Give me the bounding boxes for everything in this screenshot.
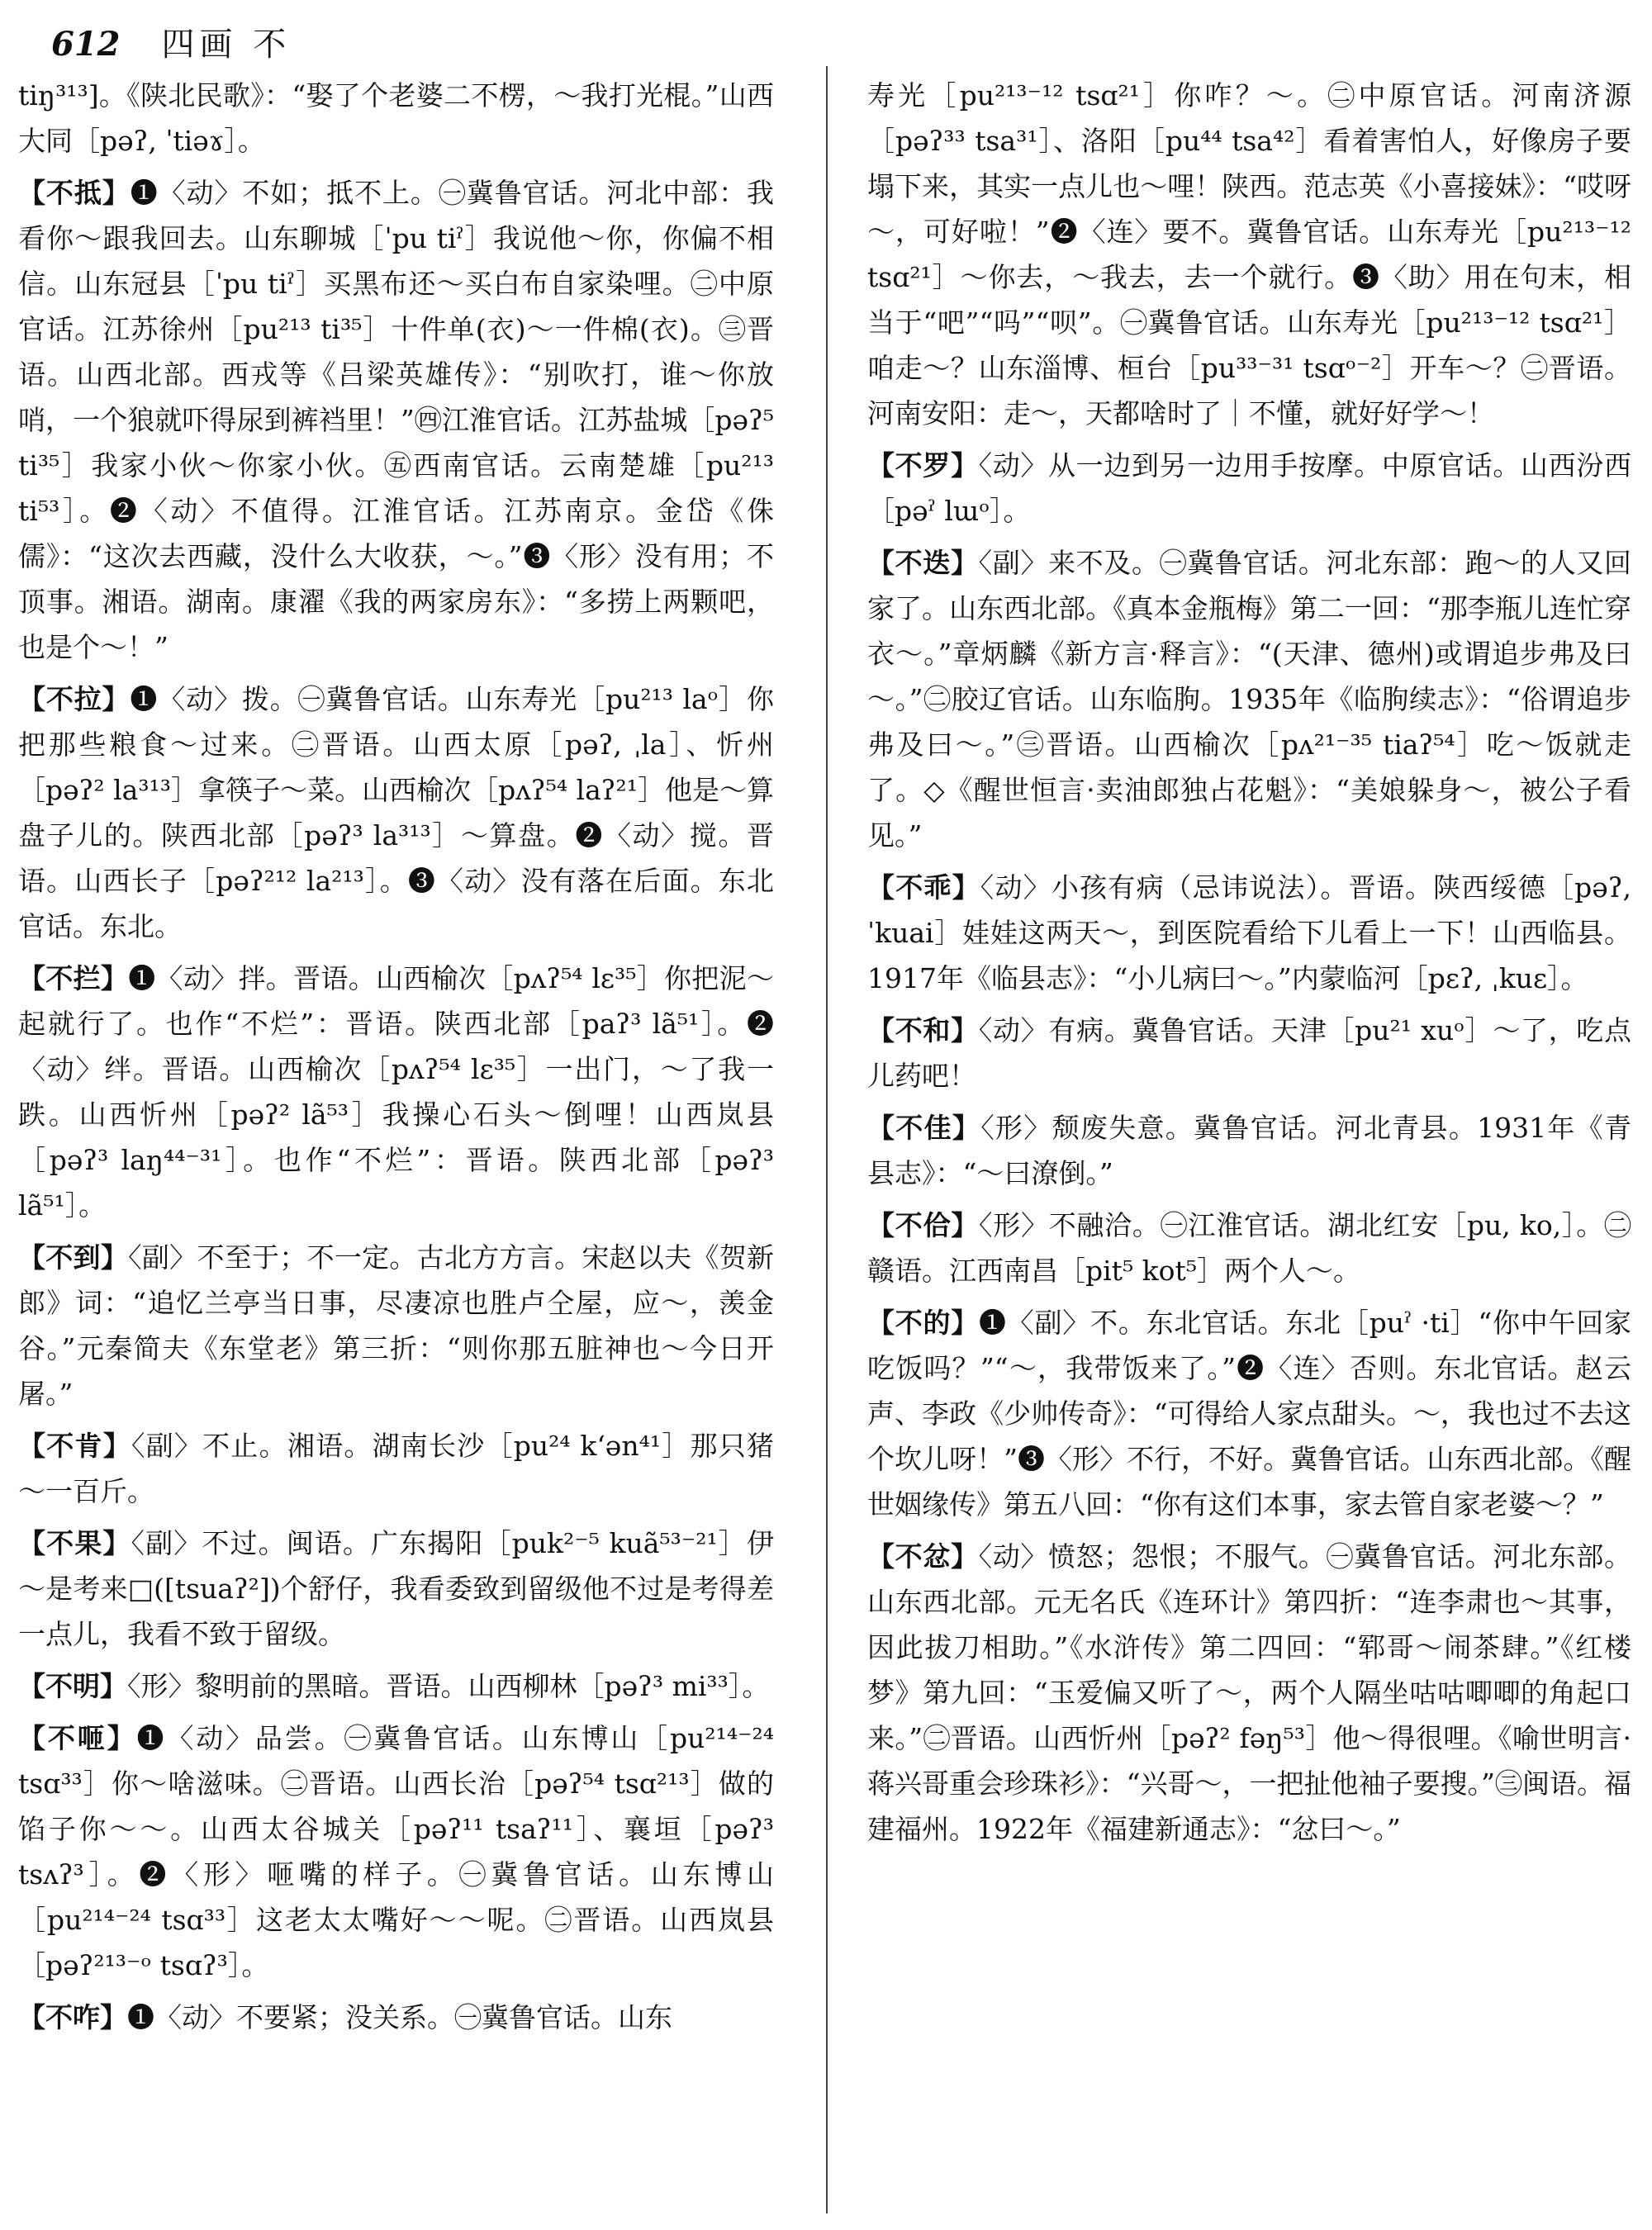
entry-text: 〈副〉不至于；不一定。古北方方言。宋赵以夫《贺新郎》词：“追忆兰亭当日事，尽凄凉也胜卢仝屋，应～，羡金谷。”元秦简夫《东堂老》第三折：“则你那五脏神也～今日开屠。” (18, 1241, 774, 1410)
entry-headword: 【不抵】 (18, 177, 131, 209)
dictionary-entry (18, 1663, 774, 1709)
entry-headword: 【不拦】 (18, 962, 129, 994)
entry-headword: 【不佮】 (867, 1209, 979, 1241)
page-number: 612 (51, 25, 121, 64)
entry-text: 寿光［pu²¹³⁻¹² tsɑ²¹］你咋？～。㊁中原官话。河南济源［pəʔ³³ tsa³¹］、洛阳［pu⁴⁴ tsa⁴²］看着害怕人，好像房子要塌下来，其实一点儿也～哩！陕西。范志英《小喜接妹》：“哎呀～，可好啦！”❷〈连〉要不。冀鲁官话。山东寿光［pu²¹³⁻¹² tsɑ²¹］～你去，～我去，去一个就行。❸〈助〉用在句末，相当于“吧”“吗”“呗”。㊀冀鲁官话。山东寿光［pu²¹³⁻¹² tsɑ²¹］咱走～？山东淄博、桓台［pu³³⁻³¹ tsɑᵒ⁻²］开车～？㊁晋语。河南安阳：走～，天都啥时了｜不懂，就好好学～！ (867, 79, 1631, 429)
dictionary-entry (867, 1008, 1631, 1098)
entry-text: ❶〈动〉拨。㊀冀鲁官话。山东寿光［pu²¹³ laᵒ］你把那些粮食～过来。㊁晋语。山西太原［pəʔ, ˌla］、忻州［pəʔ² la³¹³］拿筷子～菜。山西榆次［pʌʔ⁵⁴ laʔ²¹］他是～算盘子儿的。陕西北部［pəʔ³ la³¹³］～算盘。❷〈动〉搅。晋语。山西长子［pəʔ²¹² la²¹³］。❸〈动〉没有落在后面。东北官话。东北。 (18, 683, 774, 942)
dictionary-entry (867, 540, 1631, 858)
dictionary-entry (18, 1995, 774, 2040)
dictionary-entry (18, 1715, 774, 1988)
entry-text: 〈副〉不过。闽语。广东揭阳［puk²⁻⁵ kuã⁵³⁻²¹］伊～是考来□([tsuaʔ²])个舒仔，我看委致到留级他不过是考得差一点儿，我看不致于留级。 (18, 1527, 774, 1650)
entry-text: 〈形〉黎明前的黑暗。晋语。山西柳林［pəʔ³ mi³³］。 (127, 1670, 770, 1702)
entry-text: tiŋ³¹³]。《陕北民歌》：“娶了个老婆二不楞，～我打光棍。”山西大同［pəʔ, ˈtiəɤ］。 (18, 79, 774, 157)
dictionary-entry (867, 443, 1631, 534)
column-divider (826, 66, 828, 2213)
dictionary-entry (18, 73, 774, 164)
entry-text: 〈形〉不融洽。㊀江淮官话。湖北红安［pu, ko,］。㊁赣语。江西南昌［pit⁵ kot⁵］两个人～。 (867, 1209, 1631, 1287)
dictionary-entry (867, 1300, 1631, 1527)
entry-text: ❶〈动〉不要紧；没关系。㊀冀鲁官话。山东 (127, 2001, 672, 2033)
entry-headword: 【不果】 (18, 1527, 131, 1559)
dictionary-entry (18, 1235, 774, 1416)
dictionary-entry (18, 1423, 774, 1514)
dictionary-entry (18, 676, 774, 949)
entry-headword: 【不乖】 (867, 871, 980, 904)
right-column (867, 73, 1631, 2212)
entry-headword: 【不忿】 (867, 1540, 979, 1573)
entry-headword: 【不咂】 (18, 1722, 137, 1754)
entry-headword: 【不佳】 (867, 1112, 981, 1144)
entry-text: ❶〈动〉品尝。㊀冀鲁官话。山东博山［pu²¹⁴⁻²⁴ tsɑ³³］你～啥滋味。㊁晋语。山西长治［pəʔ⁵⁴ tsɑ²¹³］做的馅子你～～。山西太谷城关［pəʔ¹¹ tsaʔ¹¹］、襄垣［pəʔ³ tsʌʔ³］。❷〈形〉咂嘴的样子。㊀冀鲁官话。山东博山［pu²¹⁴⁻²⁴ tsɑ³³］这老太太嘴好～～呢。㊁晋语。山西岚县［pəʔ²¹³⁻ᵒ tsɑʔ³］。 (18, 1722, 774, 1981)
entry-headword: 【不咋】 (18, 2001, 127, 2033)
section-label: 四画 不 (161, 26, 292, 64)
entry-headword: 【不肯】 (18, 1430, 131, 1462)
page-header (51, 18, 1604, 64)
entry-text: ❶〈动〉拌。晋语。山西榆次［pʌʔ⁵⁴ lɛ³⁵］你把泥～起就行了。也作“不烂”：晋语。陕西北部［paʔ³ lã⁵¹］。❷〈动〉绊。晋语。山西榆次［pʌʔ⁵⁴ lɛ³⁵］一出门，～了我一跌。山西忻州［pəʔ² lã⁵³］我操心石头～倒哩！山西岚县［pəʔ³ laŋ⁴⁴⁻³¹］。也作“不烂”：晋语。陕西北部［pəʔ³ lã⁵¹］。 (18, 962, 774, 1222)
entry-headword: 【不和】 (867, 1014, 979, 1046)
entry-text: 〈形〉颓废失意。冀鲁官话。河北青县。1931年《青县志》：“～曰潦倒。” (867, 1112, 1631, 1189)
entry-text: 〈动〉愤怒；怨恨；不服气。㊀冀鲁官话。河北东部。山东西北部。元无名氏《连环计》第四折：“连李肃也～其事，因此拔刀相助。”《水浒传》第二四回：“郓哥～闹茶肆。”《红楼梦》第九回：“玉爱偏又听了～，两个人隔坐咕咕唧唧的角起口来。”㊁晋语。山西忻州［pəʔ² fəŋ⁵³］他～得很哩。《喻世明言·蒋兴哥重会珍珠衫》：“兴哥～，一把扯他袖子要搜。”㊂闽语。福建福州。1922年《福建新通志》：“忿曰～。” (867, 1540, 1631, 1845)
dictionary-entry (867, 865, 1631, 1001)
entry-text: ❶〈动〉不如；抵不上。㊀冀鲁官话。河北中部：我看你～跟我回去。山东聊城［ˈpu tiˀ］我说他～你，你偏不相信。山东冠县［ˈpu tiˀ］买黑布还～买白布自家染哩。㊁中原官话。江苏徐州［pu²¹³ ti³⁵］十件单(衣)～一件棉(衣)。㊂晋语。山西北部。西戎等《吕梁英雄传》：“别吹打，谁～你放哨，一个狼就吓得尿到裤裆里！”㊃江淮官话。江苏盐城［pəʔ⁵ ti³⁵］我家小伙～你家小伙。㊄西南官话。云南楚雄［pu²¹³ ti⁵³］。❷〈动〉不值得。江淮官话。江苏南京。金岱《侏儒》：“这次去西藏，没什么大收获，～。”❸〈形〉没有用；不顶事。湘语。湖南。康濯《我的两家房东》：“多捞上两颗吧，也是个～！” (18, 177, 774, 663)
entry-headword: 【不的】 (867, 1307, 980, 1339)
entry-headword: 【不明】 (18, 1670, 127, 1702)
entry-headword: 【不到】 (18, 1241, 129, 1274)
dictionary-entry (867, 1105, 1631, 1196)
dictionary-entry (867, 1203, 1631, 1293)
dictionary-entry (867, 73, 1631, 436)
entry-text: ❶〈副〉不。东北官话。东北［puˀ ·ti］“你中午回家吃饭吗？”“～，我带饭来了。”❷〈连〉否则。东北官话。赵云声、李政《少帅传奇》：“可得给人家点甜头。～，我也过不去这个坎儿呀！”❸〈形〉不行，不好。冀鲁官话。山东西北部。《醒世姻缘传》第五八回：“你有这们本事，家去管自家老婆～？” (867, 1307, 1631, 1521)
entry-headword: 【不迭】 (867, 547, 979, 579)
dictionary-entry (18, 956, 774, 1228)
entry-text: 〈副〉不止。湘语。湖南长沙［pu²⁴ kʻən⁴¹］那只猪～一百斤。 (18, 1430, 774, 1507)
dictionary-entry (18, 1521, 774, 1657)
entry-text: 〈动〉有病。冀鲁官话。天津［pu²¹ xuᵒ］～了，吃点儿药吧！ (867, 1014, 1631, 1092)
entry-text: 〈动〉从一边到另一边用手按摩。中原官话。山西汾西［pəˀ lɯᵒ］。 (867, 449, 1631, 527)
entry-headword: 【不拉】 (18, 683, 131, 715)
entry-text: 〈动〉小孩有病（忌讳说法）。晋语。陕西绥德［pəʔ, ˈkuai］娃娃这两天～，到医院看给下儿看上一下！山西临县。1917年《临县志》：“小儿病曰～。”内蒙临河［pɛʔ, ˌkuɛ］。 (867, 871, 1631, 994)
dictionary-entry (867, 1534, 1631, 1852)
entry-text: 〈副〉来不及。㊀冀鲁官话。河北东部：跑～的人又回家了。山东西北部。《真本金瓶梅》第二一回：“那李瓶儿连忙穿衣～。”章炳麟《新方言·释言》：“(天津、德州)或谓追步弗及曰～。”㊁胶辽官话。山东临朐。1935年《临朐续志》：“俗谓追步弗及曰～。”㊂晋语。山西榆次［pʌ²¹⁻³⁵ tiaʔ⁵⁴］吃～饭就走了。◇《醒世恒言·卖油郎独占花魁》：“美娘躲身～，被公子看见。” (867, 547, 1631, 852)
entry-headword: 【不罗】 (867, 449, 979, 482)
left-column (18, 73, 774, 2212)
dictionary-entry (18, 170, 774, 670)
